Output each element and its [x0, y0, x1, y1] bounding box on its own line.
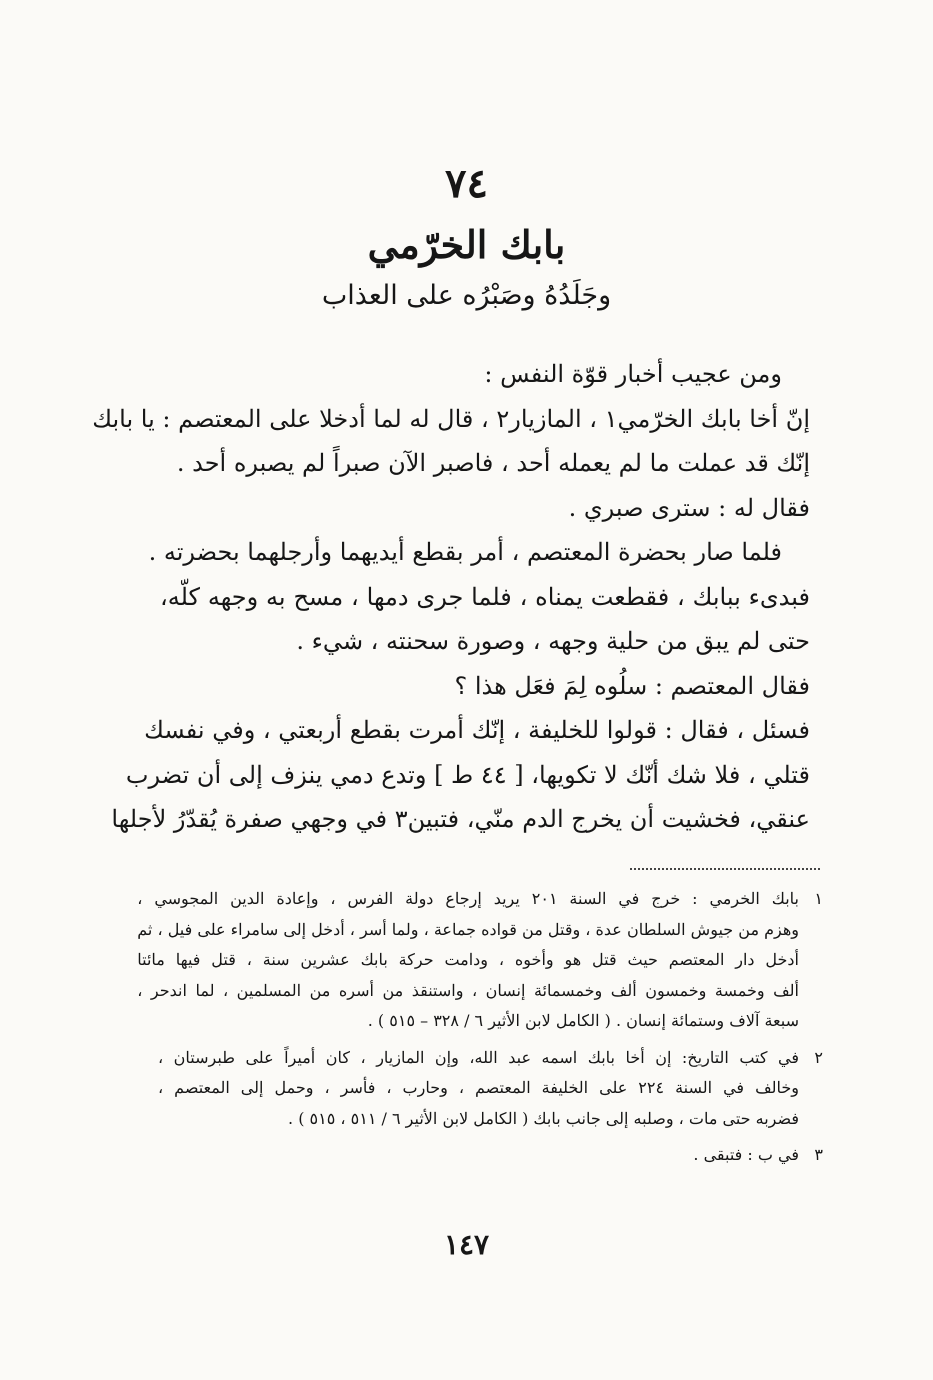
footnote-line: فضربه حتى مات ، وصلبه إلى جانب بابك ( الكامل لابن الأثير ٦ / ٥١١ ، ٥١٥ ) . — [288, 1108, 799, 1128]
body-line: حتى لم يبق من حلية وجهه ، وصورة سحنته ، شيء . — [296, 627, 810, 655]
body-line: فلما صار بحضرة المعتصم ، أمر بقطع أيديهما وأرجلهما بحضرته . — [148, 538, 782, 566]
footnote-number: ٣ — [814, 1145, 823, 1164]
chapter-title: بابك الخرّمي — [367, 222, 566, 267]
footnote-line: وخالف في السنة ٢٢٤ على الخليفة المعتصم ، وحارب ، فأسر ، وحمل إلى المعتصم ، — [158, 1078, 800, 1097]
body-line: إنّ أخا بابك الخرّمي١ ، المازيار٢ ، قال له لما أدخلا على المعتصم : يا بابك — [92, 404, 810, 433]
body-line: فقال له : سترى صبري . — [568, 493, 810, 522]
footnote-line: أدخل دار المعتصم حيث قتل هو وأخوه ، ودامت حركة بابك عشرين سنة ، قتل فيها مائتا — [137, 950, 799, 969]
body-text — [92, 352, 810, 842]
body-line: إنّك قد عملت ما لم يعمله أحد ، فاصبر الآن صبراً لم يصبره أحد . — [176, 449, 810, 477]
footnote-number: ١ — [814, 889, 823, 908]
body-line: فسئل ، فقال : قولوا للخليفة ، إنّك أمرت بقطع أربعتي ، وفي نفسك — [144, 716, 810, 744]
footnote — [137, 884, 823, 1037]
body-line: ومن عجيب أخبار قوّة النفس : — [484, 360, 782, 388]
chapter-subtitle: وجَلَدُهُ وصَبْرُه على العذاب — [321, 280, 612, 311]
footnote-line: سبعة آلاف وستمائة إنسان . ( الكامل لابن الأثير ٦ / ٣٢٨ – ٥١٥ ) . — [367, 1011, 799, 1030]
footnote — [158, 1043, 823, 1135]
page-number: ١٤٧ — [443, 1228, 490, 1261]
footnote-line: في كتب التاريخ: إن أخا بابك اسمه عبد الله، وإن المازيار ، كان أميراً على طبرستان ، — [158, 1047, 799, 1067]
footnote-line: وهزم من جيوش السلطان عدة ، وقتل من قواده جماعة ، ولما أسر ، أدخل إلى سامراء على فيل ، ثم — [137, 919, 799, 939]
chapter-number: ٧٤ — [445, 160, 488, 207]
footnote-divider — [630, 868, 820, 870]
body-line: فقال المعتصم : سلُوه لِمَ فعَل هذا ؟ — [454, 671, 810, 700]
footnote — [158, 1140, 823, 1171]
body-line: عنقي، فخشيت أن يخرج الدم منّي، فتبين٣ في وجهي صفرة يُقدّرُ لأجلها — [111, 805, 810, 833]
footnote-number: ٢ — [814, 1047, 823, 1067]
footnotes — [137, 884, 823, 1171]
body-line: قتلي ، فلا شك أنّك لا تكويها، [ ٤٤ ط ] وتدع دمي ينزف إلى أن تضرب — [125, 760, 810, 789]
footnote-line: بابك الخرمي : خرج في السنة ٢٠١ يريد إرجاع دولة الفرس ، وإعادة الدين المجوسي ، — [137, 889, 800, 908]
footnote-line: في ب : فتبقى . — [693, 1145, 799, 1164]
footnote-line: ألف وخمسة وخمسون ألف وخمسمائة إنسان ، واستنقذ من أسره من المسلمين ، لما اندحر ، — [137, 980, 800, 1000]
body-line: فبدىء ببابك ، فقطعت يمناه ، فلما جرى دمها ، مسح به وجهه كلّه، — [160, 582, 810, 611]
